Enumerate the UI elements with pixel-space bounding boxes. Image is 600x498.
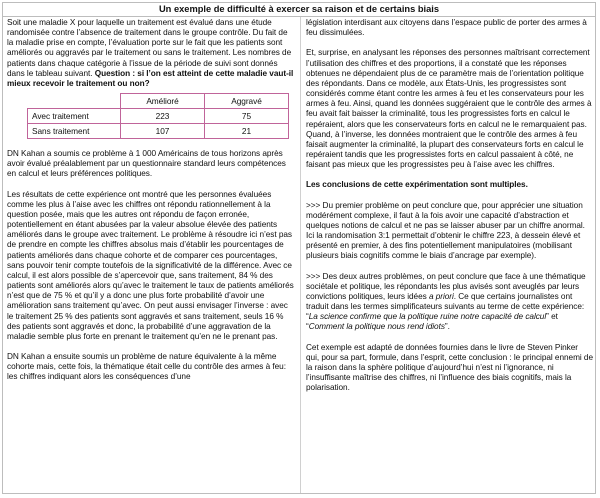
table-row <box>28 124 289 139</box>
intro-text: Soit une maladie X pour laquelle un traitement est évalué dans une étude randomisée contre l’absence de traitement dans le groupe contrôle. Du fait de la maladie prise en compte, l’évaluation porte sur le fait que les patients sont améliorés ou aggravés par le traitement ou sans le traitement. Les nombres de patients dans chaque catégorie à l’issue de la période de suivi sont donnés dans le tableau suivant. <box>7 18 292 78</box>
table-corner-cell <box>28 94 121 109</box>
box-title: Un exemple de difficulté à exercer sa raison et de certains biais <box>3 3 595 17</box>
continued-paragraph: législation interdisant aux citoyens dans l’espace public de porter des armes à feu dissimulées. <box>306 18 587 38</box>
left-column <box>7 18 295 493</box>
table-row <box>28 109 289 124</box>
cell-worsened: 21 <box>205 124 289 139</box>
cell-improved: 223 <box>121 109 205 124</box>
quote-2: Comment la politique nous rend idiots <box>308 322 445 332</box>
document-box <box>2 2 596 494</box>
table-header-row <box>28 94 289 109</box>
conclusion-2: >>> Des deux autres problèmes, on peut conclure que face à une thématique sociétale et politique, les répondants les plus avisés sont aveuglés par leurs convictions politiques, leurs idées a priori. Ce que certains journalistes ont traduit dans les termes simplificateurs suivants au terme de cette expérience: “La science confirme que la politique ruine notre capacité de calcul” et “Comment la politique nous rend idiots”. <box>306 271 586 332</box>
conclusion-1: >>> Du premier problème on peut conclure que, pour apprécier une situation modérément complexe, il faut à la fois avoir une capacité d’abstraction et quelques notions de calcul et ne pas se laisser abuser par un chiffre anormal. Ici la randomisation 3:1 permettait d’obtenir le chiffre 223, à dessein élevé et présenté en premier, à des fins potentiellement manipulatoires (mobilisant plusieurs biais cognitifs comme le biais d’ancrage par exemple). <box>306 200 585 261</box>
header-worsened: Aggravé <box>205 94 289 109</box>
results-paragraph: Les résultats de cette expérience ont montré que les personnes évaluées comme les plus à l’aise avec les chiffres ont répondu rationnellement à la question posée, mais que les autres ont répondu de façon erronée, potentiellement en étant abusées par la valeur absolue élevée des patients améliorés dans le groupe avec traitement. Le problème à résoudre ici n’est pas de prendre en compte les chiffres absolus mais d’établir les pourcentages de patients améliorés dans chaque cohorte et de comparer ces pourcentages, sans pouvoir tenir compte toutefois de la significativité de la différence. Avec ce calcul, il est alors possible de s’apercevoir que, sans traitement, 84 % des patients sont améliorés alors qu’avec le traitement le taux de patients améliorés n’est que de 75 % et qu’il y a donc une plus forte probabilité d’avoir une amélioration sans traitement qu’avec. On peut aussi envisager l’inverse : avec le traitement 25 % des patients sont aggravés et sans traitement, seuls 16 % des patients sont aggravés et donc, la probabilité d’une aggravation de la maladie semble plus forte en prenant le traitement qu’en ne le prenant pas. <box>7 189 294 341</box>
question-text: Question : si l’on est atteint de cette maladie vaut-il mieux recevoir le traitement ou non? <box>7 68 294 88</box>
cell-improved: 107 <box>121 124 205 139</box>
intro-paragraph <box>7 18 295 89</box>
quote-1: La science confirme que la politique ruine notre capacité de calcul <box>308 312 547 322</box>
right-column <box>306 18 593 493</box>
kahan-paragraph: DN Kahan a soumis ce problème à 1 000 Américains de tous horizons après avoir évalué préalablement par un questionnaire standard leurs compétences en calcul et leurs préférences politiques. <box>7 149 286 179</box>
pinker-paragraph: Cet exemple est adapté de données fournies dans le livre de Steven Pinker qui, pour sa part, formule, dans l’esprit, cette conclusion : le principal ennemi de la raison dans la sphère politique d’aujourd’hui n’est ni l’ignorance, ni l’insuffisante maîtrise des chiffres, ni l’influence des biais cognitifs, mais la polarisation. <box>306 342 593 393</box>
cell-worsened: 75 <box>205 109 289 124</box>
conclusions-heading: Les conclusions de cette expérimentation sont multiples. <box>306 180 528 190</box>
header-improved: Amélioré <box>121 94 205 109</box>
row-label: Avec traitement <box>28 109 121 124</box>
results-table <box>27 93 289 139</box>
a-priori-text: a priori <box>428 291 454 301</box>
row-label: Sans traitement <box>28 124 121 139</box>
second-problem-paragraph: DN Kahan a ensuite soumis un problème de nature équivalente à la même cohorte mais, cette fois, la thématique était celle du contrôle des armes à feu: les chiffres indiquant alors les conséquences d’une <box>7 352 286 382</box>
column-divider <box>300 17 301 493</box>
surprise-paragraph: Et, surprise, en analysant les réponses des personnes maîtrisant correctement l’utilisation des chiffres et des proportions, il a constaté que les réponses obtenues ne dépendaient plus de ce paramètre mais de l’orientation politique des répondants. Dans ce modèle, aux États-Unis, les progressistes sont considérés comme étant contre les armes à feu et les conservateurs pour les armes à feu. Ainsi, quand les données suggéraient que le contrôle des armes à feu avait fait baisser la criminalité, tous les progressistes forts en calcul le repéraient, alors que les conservateurs forts en calcul ne le remarquaient pas. Quand, à l’inverse, les données montraient que le contrôle des armes à feu faisait augmenter la criminalité, la plupart des conservateurs forts en calcul le repéraient tandis que les progressistes forts en calcul passaient à côté, ne faisant pas mieux que les progressistes peu à l’aise avec les chiffres. <box>306 48 592 170</box>
